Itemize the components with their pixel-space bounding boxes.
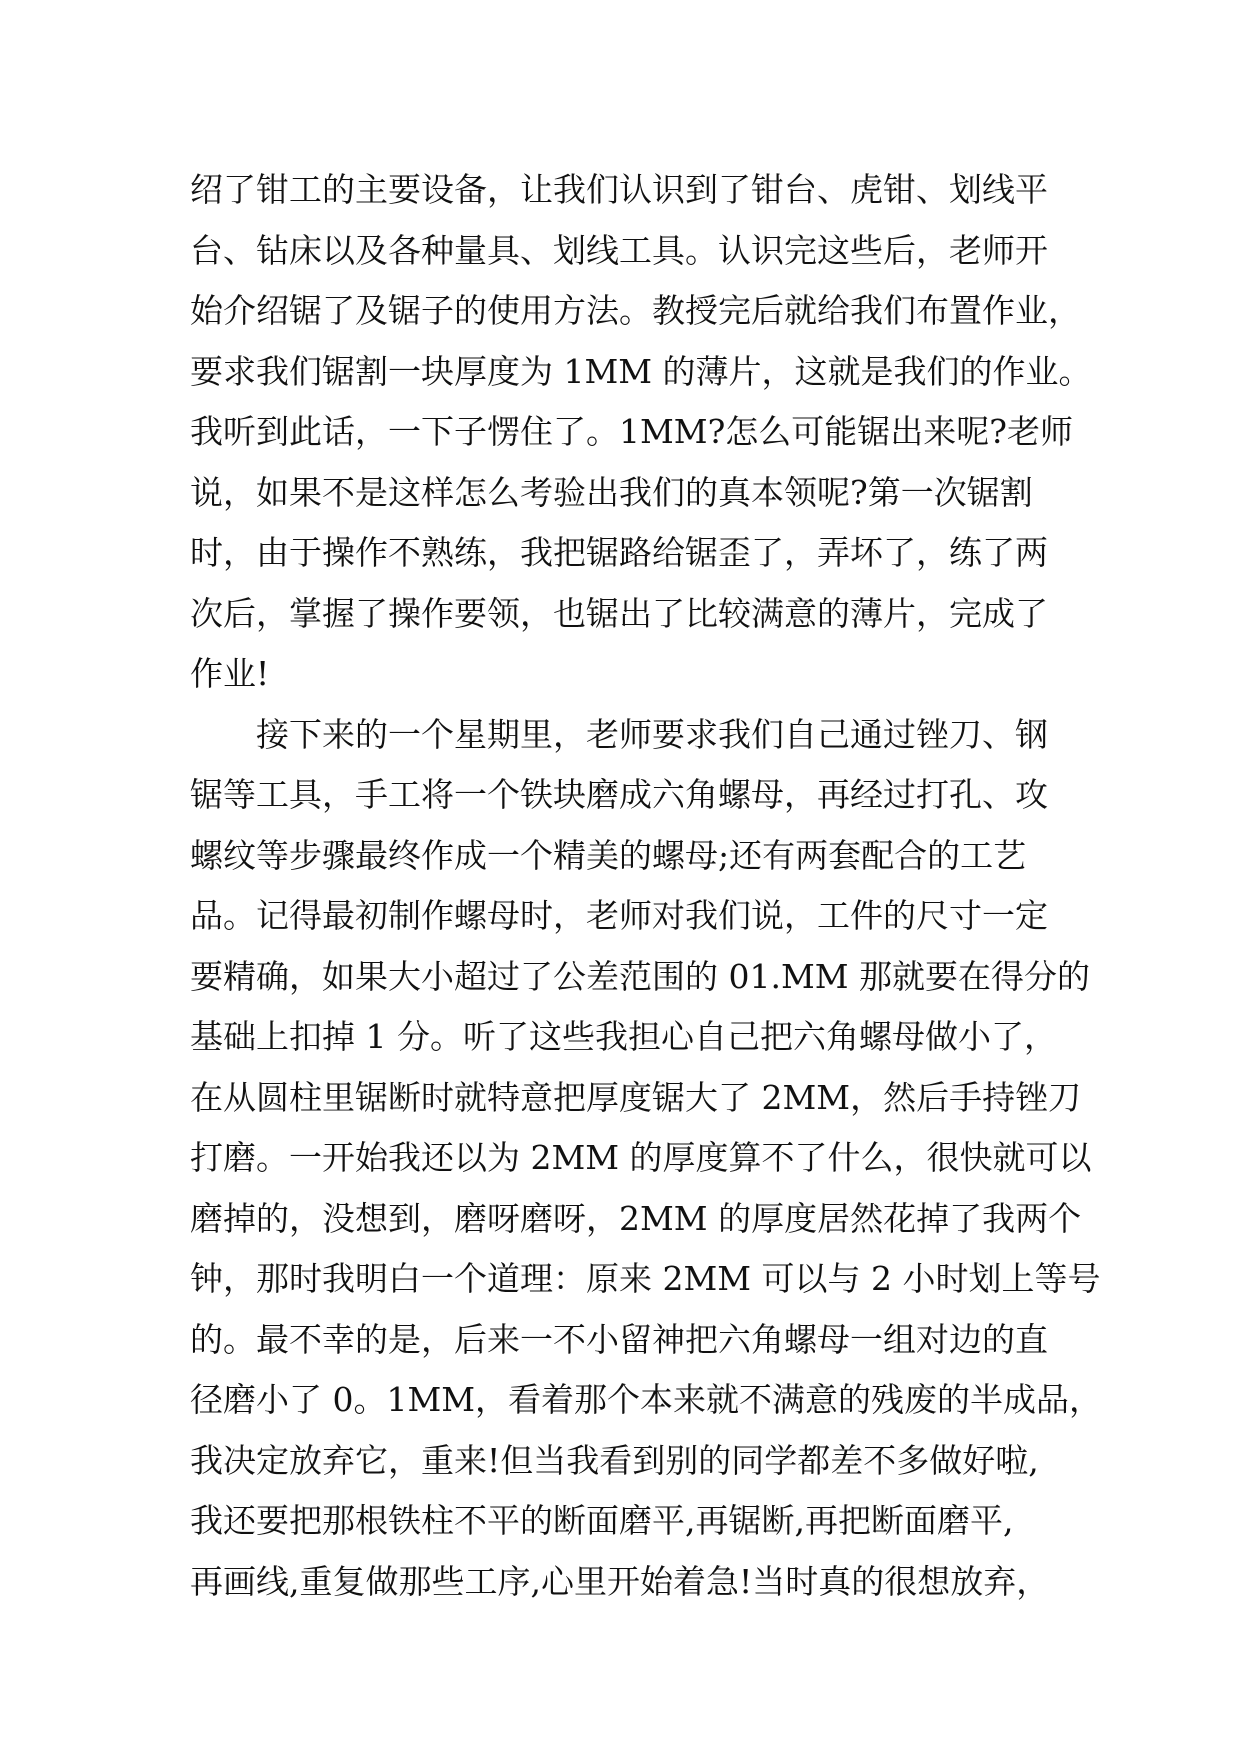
text-line: 径磨小了 0。1MM，看着那个本来就不满意的残废的半成品，: [190, 1380, 1103, 1419]
text-line: 说，如果不是这样怎么考验出我们的真本领呢?第一次锯割: [190, 472, 1033, 512]
text-line: 我听到此话，一下子愣住了。1MM?怎么可能锯出来呢?老师: [190, 412, 1073, 451]
text-line: 打磨。一开始我还以为 2MM 的厚度算不了什么，很快就可以: [190, 1138, 1092, 1177]
text-line: 台、钻床以及各种量具、划线工具。认识完这些后，老师开: [190, 230, 1048, 270]
text-line: 我决定放弃它，重来!但当我看到别的同学都差不多做好啦,: [190, 1440, 1039, 1480]
text-line: 要精确，如果大小超过了公差范围的 01.MM 那就要在得分的: [190, 956, 1091, 996]
text-line: 作业!: [190, 654, 270, 693]
text-line: 在从圆柱里锯断时就特意把厚度锯大了 2MM，然后手持锉刀: [190, 1077, 1082, 1117]
text-line: 的。最不幸的是，后来一不小留神把六角螺母一组对边的直: [190, 1319, 1048, 1359]
text-line: 品。记得最初制作螺母时，老师对我们说，工件的尺寸一定: [190, 896, 1048, 935]
body-text: [190, 160, 1103, 1612]
text-line: 螺纹等步骤最终作成一个精美的螺母;还有两套配合的工艺: [190, 835, 1027, 875]
text-line: 磨掉的，没想到，磨呀磨呀，2MM 的厚度居然花掉了我两个: [190, 1198, 1082, 1238]
text-line: 次后，掌握了操作要领，也锯出了比较满意的薄片，完成了: [190, 593, 1048, 633]
text-line: 基础上扣掉 1 分。听了这些我担心自己把六角螺母做小了，: [190, 1017, 1057, 1056]
text-line: 时，由于操作不熟练，我把锯路给锯歪了，弄坏了，练了两: [190, 533, 1048, 572]
text-line: 我还要把那根铁柱不平的断面磨平,再锯断,再把断面磨平,: [190, 1501, 1014, 1540]
text-line: 接下来的一个星期里，老师要求我们自己通过锉刀、钢: [190, 714, 1048, 754]
text-line: 锯等工具，手工将一个铁块磨成六角螺母，再经过打孔、攻: [190, 775, 1048, 814]
text-line: 再画线,重复做那些工序,心里开始着急!当时真的很想放弃，: [190, 1561, 1050, 1601]
text-line: 绍了钳工的主要设备，让我们认识到了钳台、虎钳、划线平: [190, 170, 1048, 209]
text-line: 始介绍锯了及锯子的使用方法。教授完后就给我们布置作业，: [190, 291, 1081, 330]
text-line: 钟，那时我明白一个道理：原来 2MM 可以与 2 小时划上等号: [190, 1259, 1101, 1298]
text-line: 要求我们锯割一块厚度为 1MM 的薄片，这就是我们的作业。: [190, 351, 1092, 391]
